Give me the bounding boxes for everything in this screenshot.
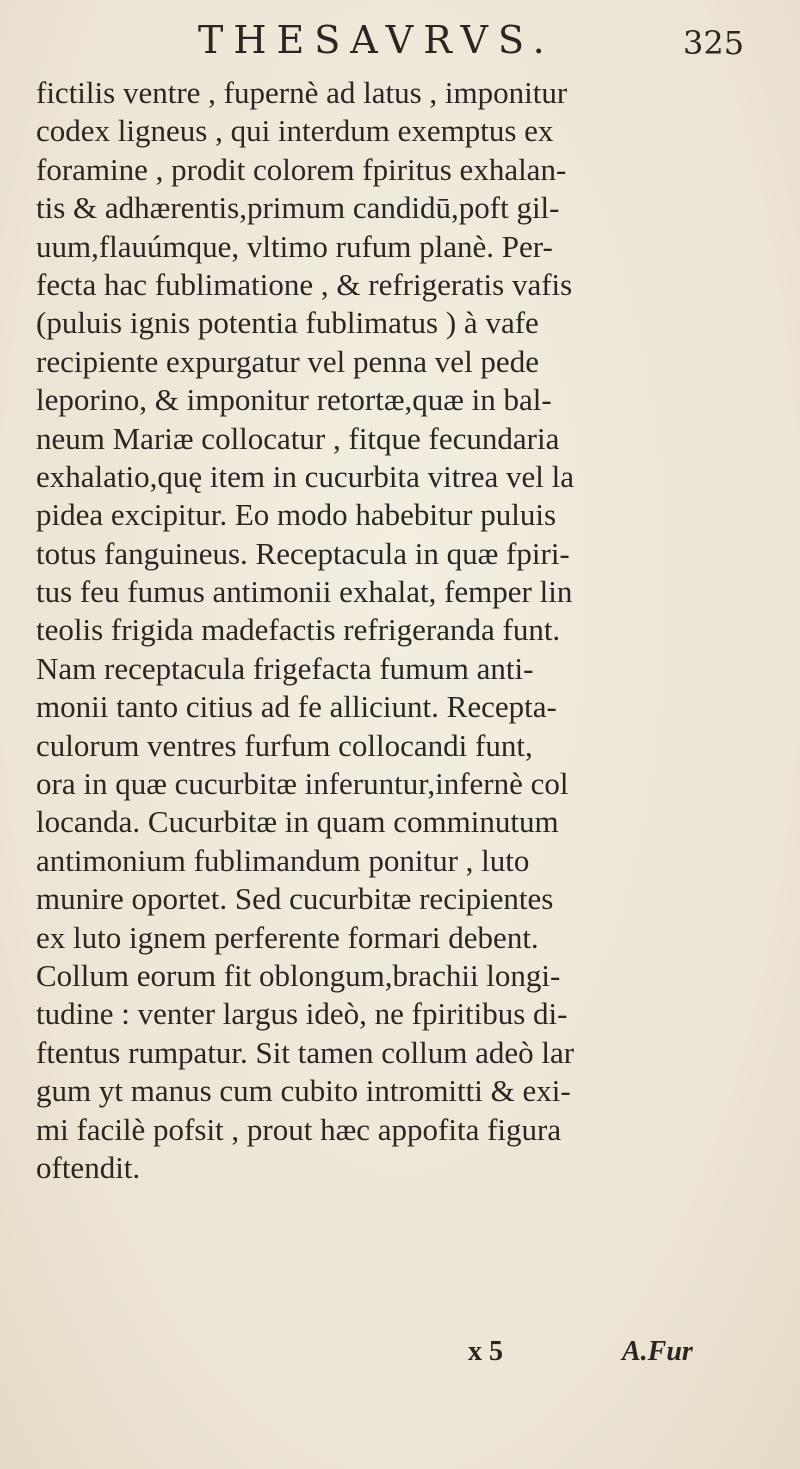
text-line: gum yt manus cum cubito intromitti & exi- [36,1073,571,1109]
text-line: neum Mariæ collocatur , fitque fecundaria [36,420,560,456]
text-line: culorum ventres furfum collocandi funt, [36,727,533,763]
text-line: recipiente expurgatur vel penna vel pede [36,343,539,379]
signature-mark: x 5 [468,1336,503,1367]
text-line: Nam receptacula frigefacta fumum anti- [36,650,534,686]
text-line: codex ligneus , qui interdum exemptus ex [36,113,554,149]
text-line: foramine , prodit colorem fpiritus exhalan- [36,151,567,187]
text-line: ex luto ignem perferente formari debent. [36,919,539,955]
text-line: totus fanguineus. Receptacula in quæ fpiri- [36,535,570,571]
text-line: Collum eorum fit oblongum,brachii longi- [36,957,561,993]
text-line: uum,flauúmque, vltimo rufum planè. Per- [36,228,553,264]
text-line: tudine : venter largus ideò, ne fpiritibus di- [36,996,568,1032]
running-title: THESAVRVS. [198,18,555,62]
catchword: A.Fur [622,1336,693,1367]
text-line: teolis frigida madefactis refrigeranda funt. [36,612,561,648]
text-line: tis & adhærentis,primum candidū,poft gil- [36,190,560,226]
text-line: monii tanto citius ad fe alliciunt. Recepta- [36,689,557,725]
text-line: munire oportet. Sed cucurbitæ recipientes [36,881,554,917]
body-text [36,74,786,1187]
text-line: ftentus rumpatur. Sit tamen collum adeò lar [36,1034,575,1070]
text-line: pidea excipitur. Eo modo habebitur puluis [36,497,557,533]
text-line: oftendit. [36,1149,141,1185]
text-line: tus feu fumus antimonii exhalat, femper lin [36,574,573,610]
text-line: (puluis ignis potentia fublimatus ) à vafe [36,305,539,341]
text-line: ora in quæ cucurbitæ inferuntur,infernè col [36,766,569,802]
page-number: 325 [683,24,745,62]
text-line: fecta hac fublimatione , & refrigeratis vafis [36,266,573,302]
text-line: leporino, & imponitur retortæ,quæ in bal- [36,382,552,418]
page-footer [0,1336,800,1380]
text-line: exhalatio,quę item in cucurbita vitrea vel la [36,458,574,494]
page-header [0,18,800,70]
text-line: locanda. Cucurbitæ in quam comminutum [36,804,559,840]
text-line: fictilis ventre , fupernè ad latus , imponitur [36,75,568,110]
text-line: antimonium fublimandum ponitur , luto [36,842,530,878]
text-line: mi facilè pofsit , prout hæc appofita figura [36,1111,562,1147]
